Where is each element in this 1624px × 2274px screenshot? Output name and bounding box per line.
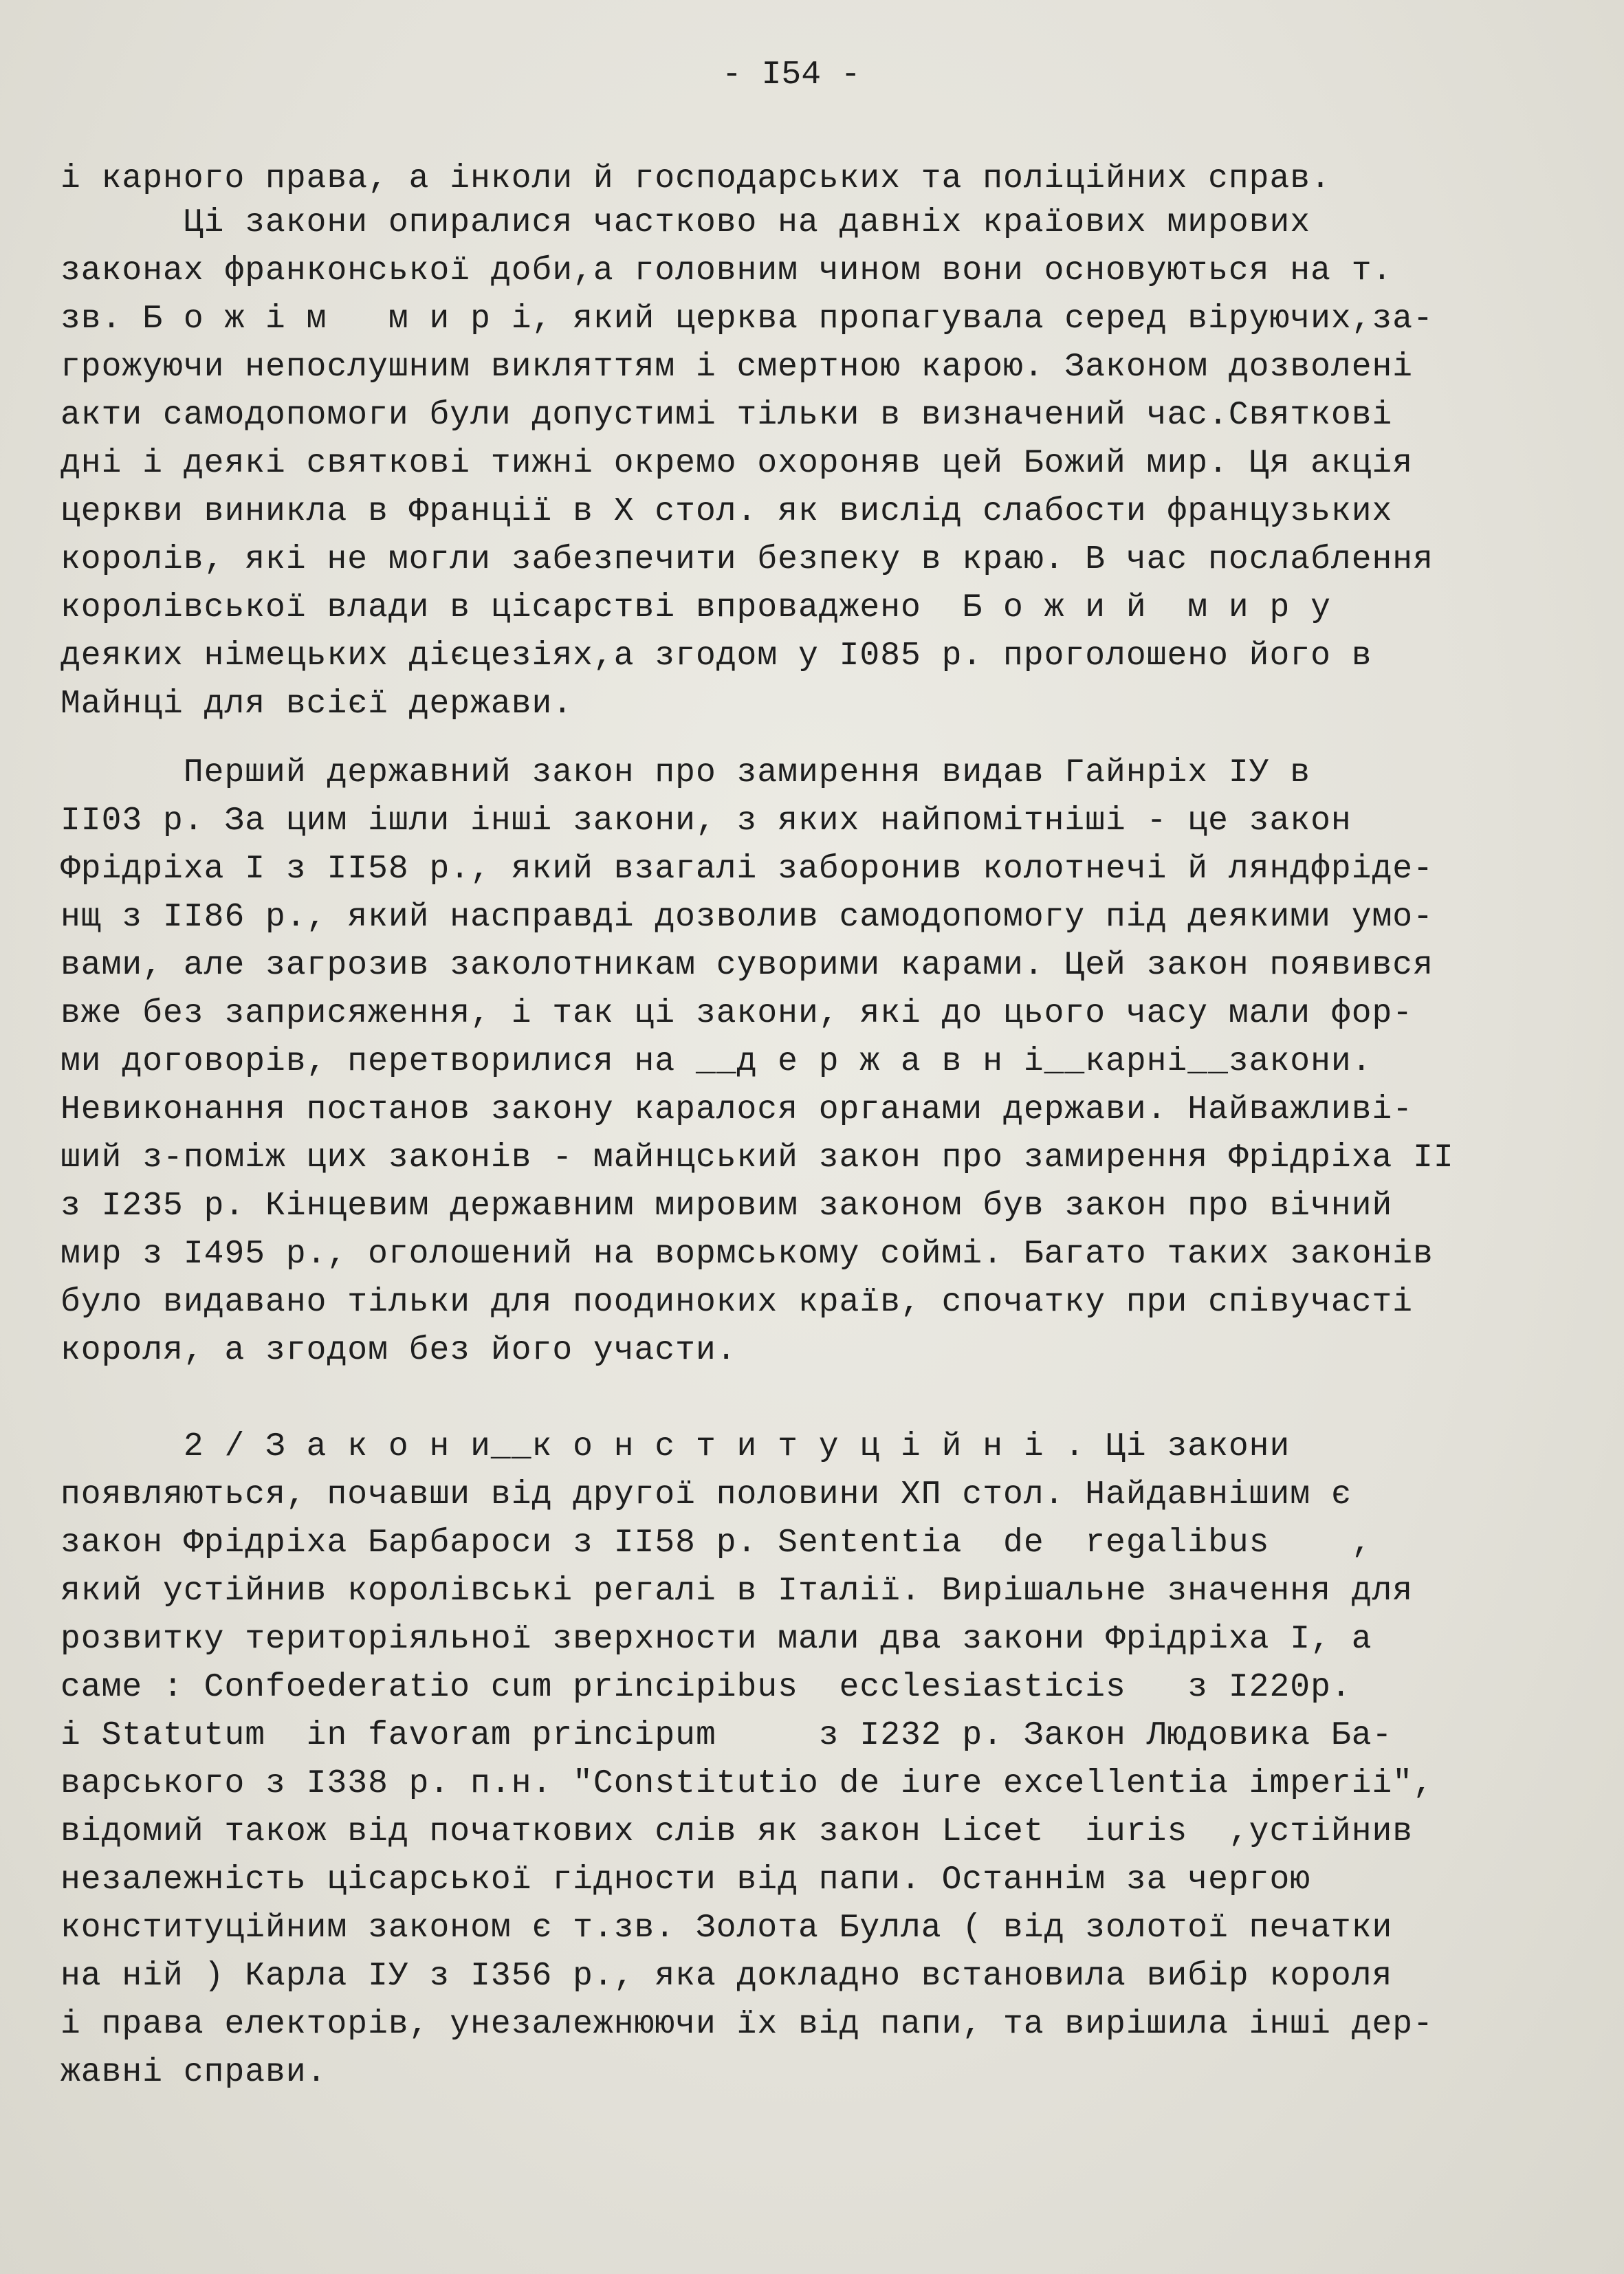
text-line: Ці закони опиралися частково на давніх країових мирових — [61, 204, 1311, 241]
text-line: і права електорів, унезалежнюючи їх від папи, та вирішила інші дер- — [61, 2006, 1434, 2043]
text-line: жавні справи. — [61, 2054, 327, 2091]
text-line: відомий також від початкових слів як закон Licet iuris ,устійнив — [61, 1813, 1414, 1850]
text-line: вами, але загрозив заколотникам суворими карами. Цей закон появився — [61, 947, 1434, 984]
text-line: грожуючи непослушним викляттям і смертною карою. Законом дозволені — [61, 349, 1414, 386]
text-line: законах франконської доби,а головним чином вони основуються на т. — [61, 252, 1393, 289]
text-line: деяких німецьких дієцезіях,а згодом у I085 р. проголошено його в — [61, 637, 1372, 675]
text-line: Фрідріха І з II58 р., який взагалі заборонив колотнечі й ляндфріде- — [61, 851, 1434, 888]
text-line: закон Фрідріха Барбароси з II58 р. Sententia de regalibus , — [61, 1524, 1372, 1562]
text-line: на ній ) Карла ІУ з I356 р., яка докладно встановила вибір короля — [61, 1958, 1393, 1995]
text-line: і карного права, а інколи й господарських та поліційних справ. — [61, 160, 1331, 197]
text-line: нщ з II86 р., який насправді дозволив самодопомогу під деякими умо- — [61, 899, 1434, 936]
text-line: королівської влади в цісарстві впроваджено Б о ж и й м и р у — [61, 589, 1331, 626]
text-line: II03 р. За цим ішли інші закони, з яких найпомітніші - це закон — [61, 802, 1352, 840]
text-line: варського з I338 р. п.н. "Constitutio de iure excellentia imperii", — [61, 1765, 1434, 1802]
text-line: ми договорів, перетворилися на __д е р ж а в н і__карні__закони. — [61, 1043, 1372, 1080]
page-number: - I54 - — [722, 56, 861, 94]
text-line: розвитку територіяльної зверхности мали два закони Фрідріха І, а — [61, 1621, 1372, 1658]
text-line: який устійнив королівські регалі в Італії. Вирішальне значення для — [61, 1573, 1414, 1610]
text-line: було видавано тільки для поодиноких країв, спочатку при співучасті — [61, 1284, 1414, 1321]
text-line: королів, які не могли забезпечити безпеку в краю. В час послаблення — [61, 541, 1434, 578]
text-line: 2 / З а к о н и__к о н с т и т у ц і й н і . Ці закони — [61, 1428, 1291, 1465]
text-line: Невиконання постанов закону каралося органами держави. Найважливі- — [61, 1091, 1414, 1128]
text-line: саме : Confoederatio cum principibus ecclesiasticis з I220р. — [61, 1669, 1352, 1706]
text-line: дні і деякі святкові тижні окремо охороняв цей Божий мир. Ця акція — [61, 445, 1414, 482]
text-line: конституційним законом є т.зв. Золота Булла ( від золотої печатки — [61, 1910, 1393, 1947]
text-line: появляються, почавши від другої половини ХП стол. Найдавнішим є — [61, 1476, 1352, 1513]
text-line: мир з I495 р., оголошений на вормському соймі. Багато таких законів — [61, 1236, 1434, 1273]
text-line: Перший державний закон про замирення видав Гайнріх ІУ в — [61, 754, 1311, 791]
text-line: з I235 р. Кінцевим державним мировим законом був закон про вічний — [61, 1188, 1393, 1225]
text-line: ший з-поміж цих законів - майнцський закон про замирення Фрідріха ІІ — [61, 1139, 1454, 1177]
text-line: незалежність цісарської гідности від папи. Останнім за чергою — [61, 1861, 1311, 1899]
text-line: акти самодопомоги були допустимі тільки в визначений час.Святкові — [61, 397, 1393, 434]
text-line: зв. Б о ж і м м и р і, який церква пропагувала серед віруючих,за- — [61, 300, 1434, 338]
text-line: вже без заприсяження, і так ці закони, які до цього часу мали фор- — [61, 995, 1414, 1032]
text-line: Майнці для всієї держави. — [61, 686, 573, 723]
text-line: церкви виникла в Франції в Х стол. як вислід слабости французьких — [61, 493, 1393, 530]
text-line: і Statutum in favoram principum з I232 р. Закон Людовика Ба- — [61, 1717, 1393, 1754]
text-line: короля, а згодом без його участи. — [61, 1332, 737, 1369]
